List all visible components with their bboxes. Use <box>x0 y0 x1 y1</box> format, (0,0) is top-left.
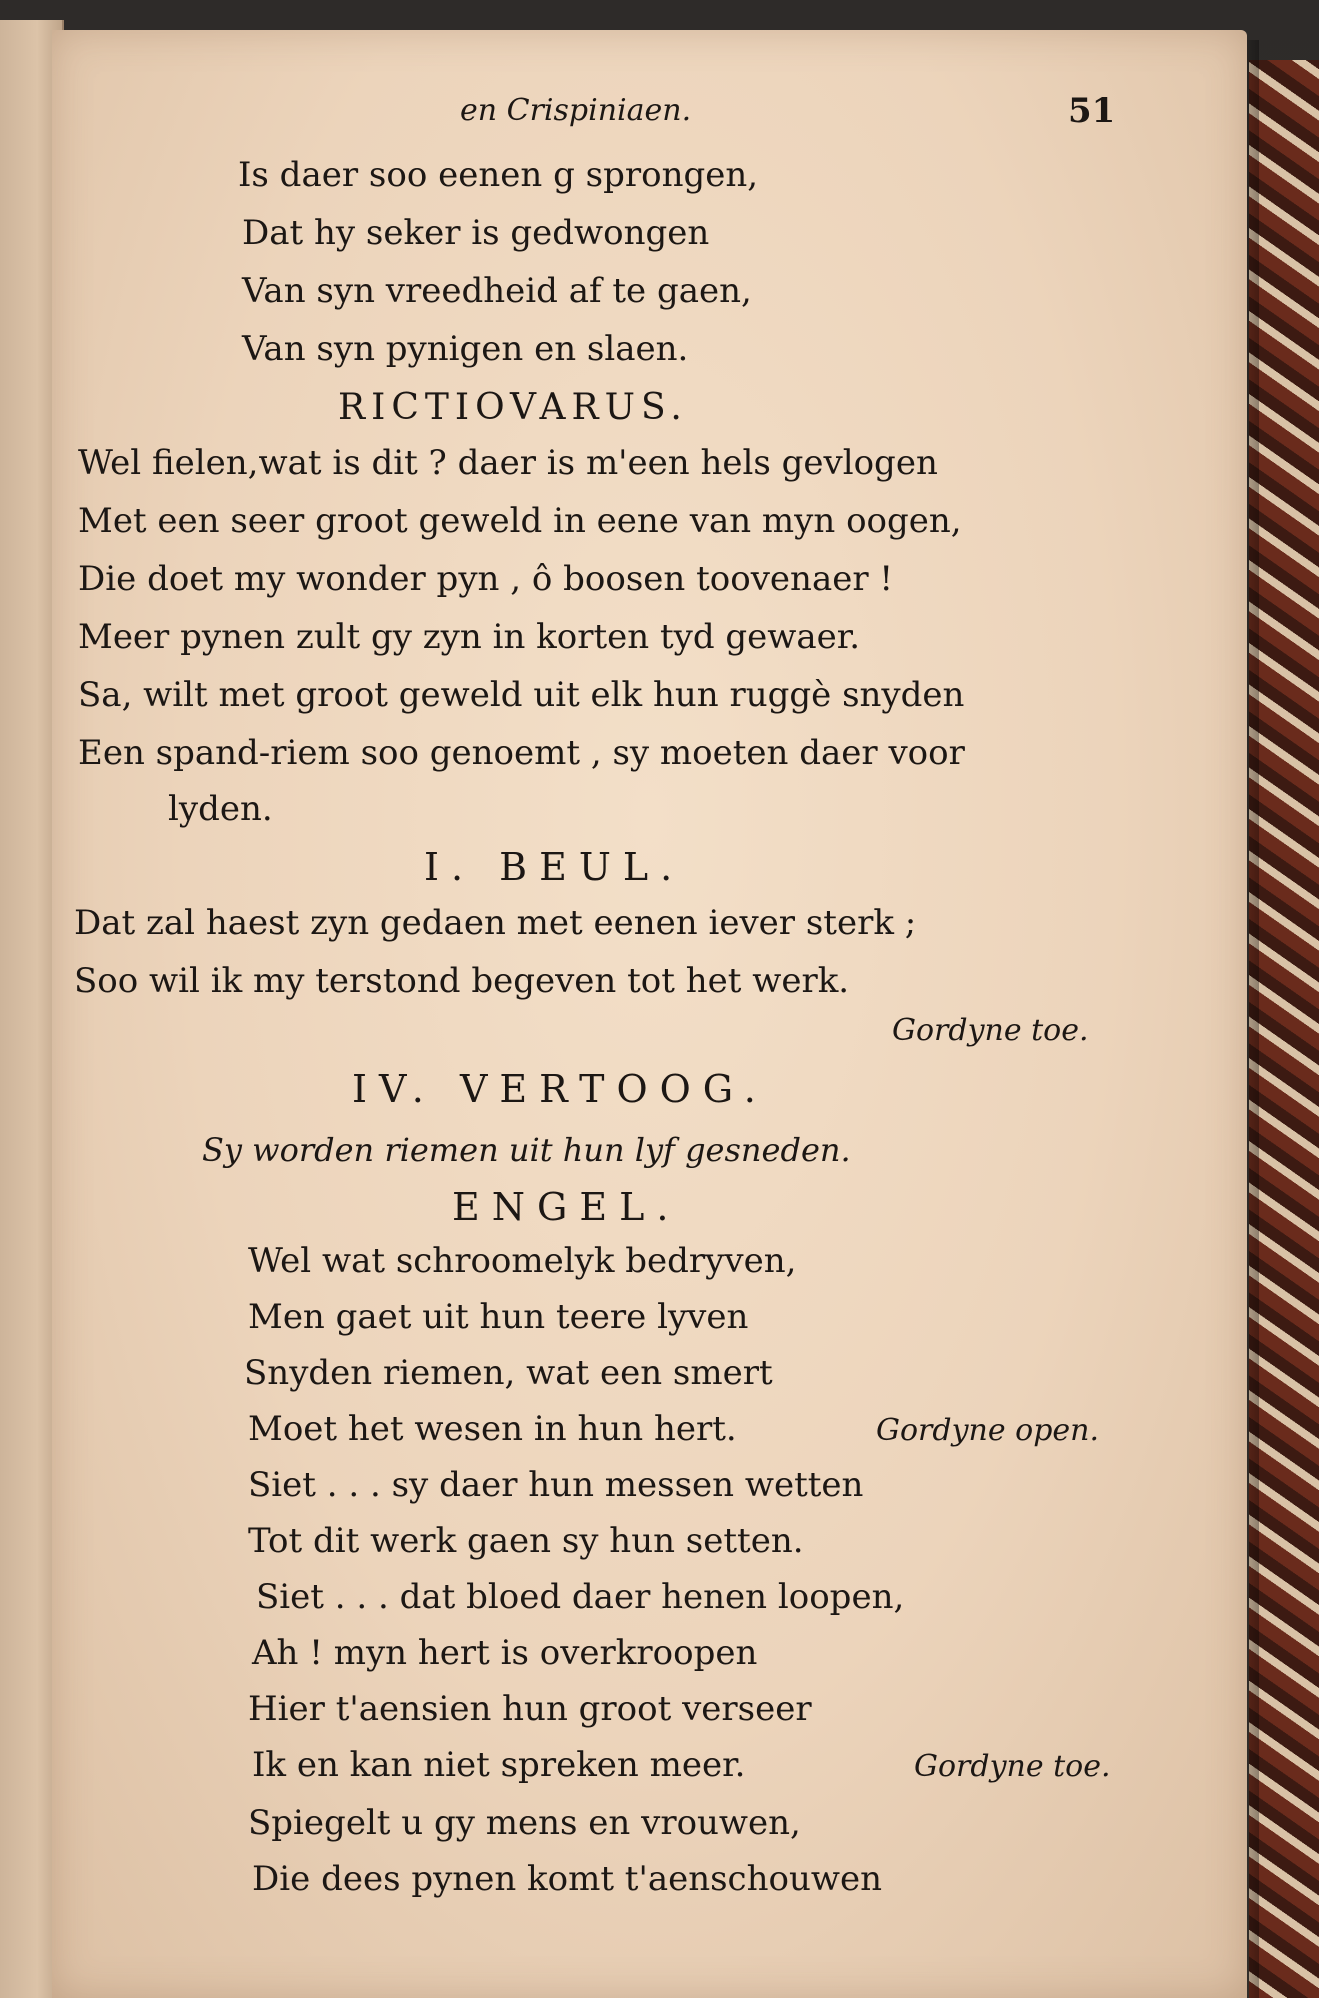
running-head: en Crispiniaen. <box>460 93 692 128</box>
page-number: 51 <box>1068 91 1116 131</box>
speaker-name: ENGEL. <box>452 1185 681 1229</box>
speech-line: Met een seer groot geweld in eene van myn oogen, <box>78 501 962 541</box>
verse-line: Van syn pynigen en slaen. <box>242 329 689 369</box>
marbled-binding <box>1249 60 1319 1998</box>
speech-line: Hier t'aensien hun groot verseer <box>248 1689 812 1729</box>
verse-line: Van syn vreedheid af te gaen, <box>242 271 752 311</box>
speech-line: Ik en kan niet spreken meer. <box>252 1745 746 1785</box>
speech-line: Ah ! myn hert is overkroopen <box>252 1633 758 1673</box>
speech-line: Moet het wesen in hun hert. <box>248 1409 737 1449</box>
act-heading: IV. VERTOOG. <box>352 1067 768 1111</box>
speech-line: Dat zal haest zyn gedaen met eenen iever sterk ; <box>74 903 917 943</box>
speech-line: lyden. <box>168 789 273 829</box>
stage-direction: Gordyne open. <box>876 1413 1100 1448</box>
speech-line: Die doet my wonder pyn , ô boosen toovenaer ! <box>78 559 894 599</box>
verse-line: Dat hy seker is gedwongen <box>242 213 710 253</box>
speaker-name: I. BEUL. <box>424 845 685 889</box>
speech-line: Wel fielen,wat is dit ? daer is m'een hels gevlogen <box>78 443 938 483</box>
speech-line: Tot dit werk gaen sy hun setten. <box>248 1521 804 1561</box>
speech-line: Spiegelt u gy mens en vrouwen, <box>248 1803 801 1843</box>
book-page <box>52 30 1247 1998</box>
stage-direction: Sy worden riemen uit hun lyf gesneden. <box>202 1131 851 1169</box>
speech-line: Meer pynen zult gy zyn in korten tyd gewaer. <box>78 617 861 657</box>
speaker-name: RICTIOVARUS. <box>338 387 688 428</box>
stage-direction: Gordyne toe. <box>914 1749 1111 1784</box>
speech-line: Siet . . . sy daer hun messen wetten <box>248 1465 864 1505</box>
speech-line: Een spand-riem soo genoemt , sy moeten daer voor <box>78 733 965 773</box>
speech-line: Men gaet uit hun teere lyven <box>248 1297 749 1337</box>
speech-line: Snyden riemen, wat een smert <box>244 1353 773 1393</box>
speech-line: Soo wil ik my terstond begeven tot het werk. <box>74 961 850 1001</box>
speech-line: Sa, wilt met groot geweld uit elk hun ruggè snyden <box>78 675 965 715</box>
verse-line: Is daer soo eenen g sprongen, <box>238 155 759 195</box>
speech-line: Wel wat schroomelyk bedryven, <box>248 1241 797 1281</box>
stage-direction: Gordyne toe. <box>892 1013 1089 1048</box>
speech-line: Die dees pynen komt t'aenschouwen <box>252 1859 882 1899</box>
speech-line: Siet . . . dat bloed daer henen loopen, <box>256 1577 905 1617</box>
